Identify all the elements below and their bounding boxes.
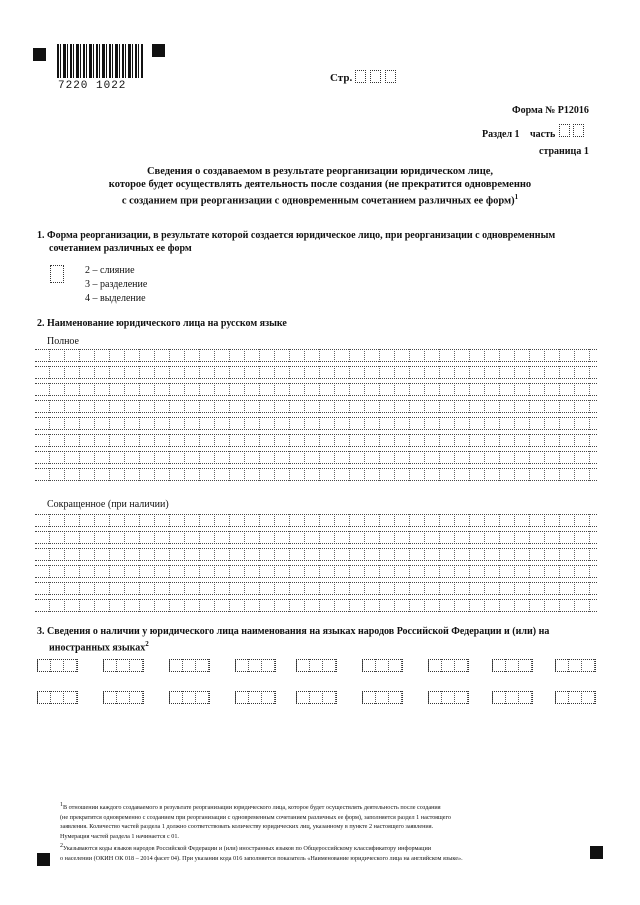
footnote-2-number: 2	[60, 843, 63, 850]
footnote-2-line-1-text: Указываются коды языков народов Российской Федерации и (или) иностранных языков по Общероссийскому классификатору информации	[63, 845, 432, 853]
section1-heading	[37, 229, 597, 255]
language-code-4[interactable]	[235, 659, 276, 672]
section3-footnote-ref: 2	[145, 640, 149, 648]
short-name-row-4[interactable]	[35, 565, 597, 578]
language-code-5[interactable]	[296, 659, 337, 672]
short-name-row-6[interactable]	[35, 599, 597, 612]
language-code-11[interactable]	[103, 691, 144, 704]
language-code-17[interactable]	[492, 691, 533, 704]
footnote-1-line-3: заявления. Количество частей раздела 1 должно соответствовать количеству юридических лиц, указанному в пункте 2 настоящего заявления.	[60, 823, 434, 831]
language-code-16[interactable]	[428, 691, 469, 704]
full-name-row-5[interactable]	[35, 417, 597, 430]
title-line-3-text: с созданием при реорганизации с одновременным сочетанием различных ее форм)	[121, 195, 515, 207]
language-code-9[interactable]	[555, 659, 596, 672]
corner-marker-top-left	[33, 48, 46, 61]
footnote-1-line-1	[60, 801, 588, 813]
section2-heading: 2. Наименование юридического лица на русском языке	[37, 318, 287, 329]
page-label: Стр.	[330, 72, 353, 84]
option-separation: 4 – выделение	[85, 293, 146, 304]
option-division: 3 – разделение	[85, 279, 148, 290]
barcode	[57, 44, 143, 78]
part-number-cell-2[interactable]	[573, 124, 584, 137]
full-name-row-1[interactable]	[35, 349, 597, 362]
short-name-row-2[interactable]	[35, 531, 597, 544]
section3-heading	[37, 625, 597, 654]
page-number-cell-1[interactable]	[355, 70, 366, 83]
language-code-3[interactable]	[169, 659, 210, 672]
reorganization-options	[85, 264, 147, 306]
part-number-cell-1[interactable]	[559, 124, 570, 137]
footnote-1-number: 1	[60, 802, 63, 808]
section-label: Раздел 1	[482, 129, 520, 140]
footnote-1-line-1-text: В отношении каждого создаваемого в результате реорганизации юридического лица, которое будет осуществлять деятельность после создания	[63, 804, 441, 812]
language-code-6[interactable]	[362, 659, 403, 672]
language-code-15[interactable]	[362, 691, 403, 704]
barcode-number: 7220 1022	[58, 80, 127, 92]
footnote-1-line-4: Нумерация частей раздела 1 начинается с 01.	[60, 832, 179, 840]
title-footnote-ref: 1	[514, 193, 519, 201]
language-code-14[interactable]	[296, 691, 337, 704]
corner-marker-bottom-right	[590, 846, 603, 859]
short-name-row-1[interactable]	[35, 514, 597, 527]
language-code-13[interactable]	[235, 691, 276, 704]
option-merger: 2 – слияние	[85, 265, 135, 276]
section3-heading-line-2-text: иностранных языках	[49, 642, 146, 654]
language-code-10[interactable]	[37, 691, 78, 704]
footnote-2-line-2: о населении (ОКИН ОК 018 – 2014 фасет 04). При указании кода 016 заполняется показатель «Наименование юридического лица на английском языке».	[60, 854, 463, 862]
section1-heading-line-1: 1. Форма реорганизации, в результате которой создается юридическое лицо, при реорганизации с одновременным	[37, 230, 556, 241]
footnote-1-line-2: (не прекратится одновременно с созданием при реорганизации с одновременным сочетанием различных ее форм), заполняется раздел 1 настоящего	[60, 813, 452, 821]
language-code-12[interactable]	[169, 691, 210, 704]
language-code-2[interactable]	[103, 659, 144, 672]
reorganization-form-cell[interactable]	[50, 265, 64, 283]
section1-heading-line-2: сочетанием различных ее форм	[49, 243, 192, 254]
corner-marker-bottom-left	[37, 853, 50, 866]
full-name-row-4[interactable]	[35, 400, 597, 413]
footnotes	[60, 801, 588, 863]
full-name-label: Полное	[47, 336, 79, 347]
full-name-row-3[interactable]	[35, 383, 597, 396]
short-name-label: Сокращенное (при наличии)	[47, 499, 169, 510]
short-name-row-5[interactable]	[35, 582, 597, 595]
form-number: Форма № Р12016	[512, 105, 589, 116]
section3-heading-line-2	[37, 638, 597, 654]
page-of-section: страница 1	[539, 146, 589, 157]
page-number-cell-3[interactable]	[385, 70, 396, 83]
corner-marker-top-right	[152, 44, 165, 57]
part-label: часть	[530, 129, 556, 140]
footnote-2-line-1	[60, 842, 588, 854]
section3-heading-line-1: 3. Сведения о наличии у юридического лица наименования на языках народов Российской Федерации и (или) на	[37, 626, 550, 637]
short-name-row-3[interactable]	[35, 548, 597, 561]
language-code-1[interactable]	[37, 659, 78, 672]
document-title	[80, 165, 560, 208]
full-name-row-6[interactable]	[35, 434, 597, 447]
language-code-8[interactable]	[492, 659, 533, 672]
language-code-18[interactable]	[555, 691, 596, 704]
full-name-row-7[interactable]	[35, 451, 597, 464]
language-code-7[interactable]	[428, 659, 469, 672]
full-name-row-2[interactable]	[35, 366, 597, 379]
title-line-2: которое будет осуществлять деятельность после создания (не прекратится одновременно	[108, 179, 532, 190]
full-name-row-8[interactable]	[35, 468, 597, 481]
page-number-cell-2[interactable]	[370, 70, 381, 83]
title-line-1: Сведения о создаваемом в результате реорганизации юридическом лице,	[146, 166, 494, 177]
title-line-3	[80, 191, 560, 208]
